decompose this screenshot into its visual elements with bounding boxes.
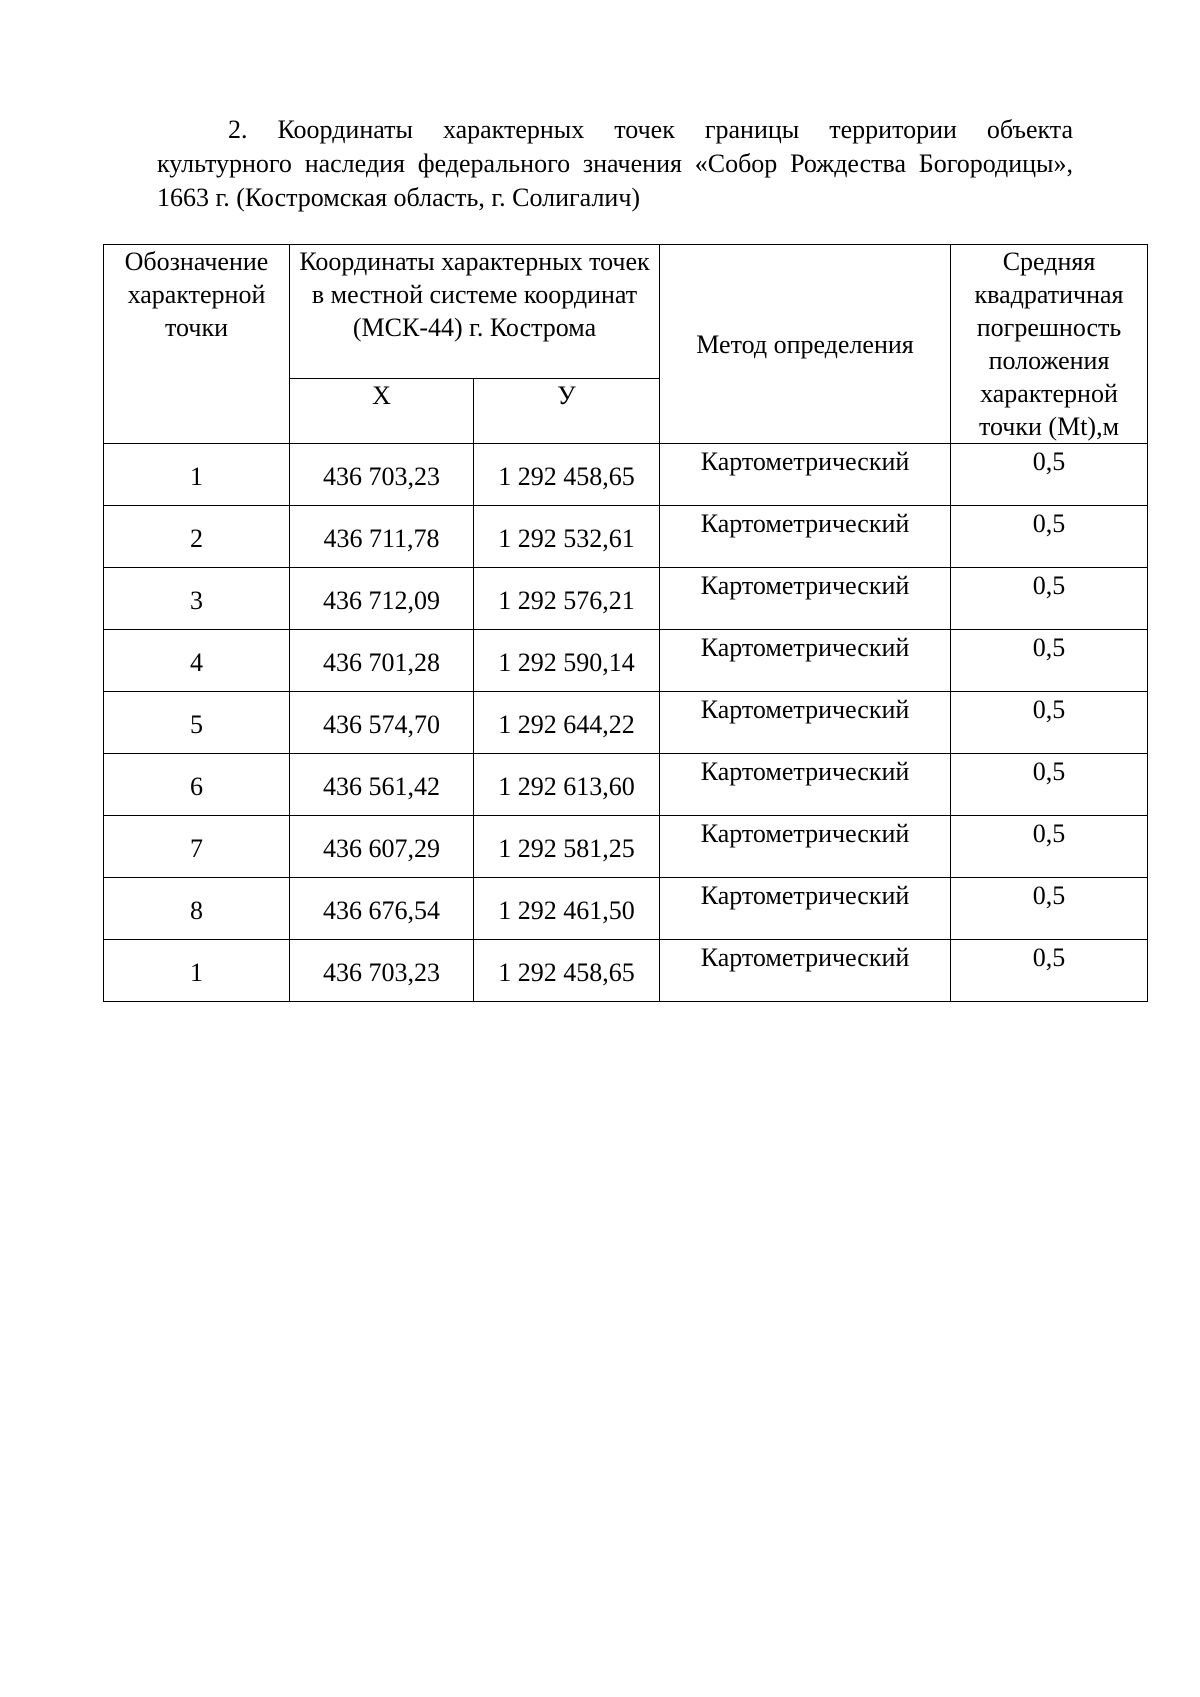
cell-x: 436 676,54 (290, 878, 474, 940)
table-row (104, 568, 1148, 630)
cell-y: 1 292 590,14 (474, 630, 660, 692)
cell-point: 8 (104, 878, 290, 940)
table-header-row (104, 245, 1148, 379)
cell-y: 1 292 581,25 (474, 816, 660, 878)
table-row (104, 878, 1148, 940)
cell-method: Картометрический (660, 506, 951, 568)
cell-x: 436 703,23 (290, 444, 474, 506)
cell-point: 7 (104, 816, 290, 878)
header-method: Метод определения (660, 245, 951, 444)
table-row (104, 940, 1148, 1002)
cell-method: Картометрический (660, 630, 951, 692)
cell-error: 0,5 (951, 444, 1148, 506)
coordinates-table (103, 244, 1148, 1002)
cell-method: Картометрический (660, 692, 951, 754)
cell-method: Картометрический (660, 940, 951, 1002)
header-coordinates: Координаты характерных точек в местной системе координат (МСК-44) г. Кострома (290, 245, 660, 379)
cell-x: 436 711,78 (290, 506, 474, 568)
cell-y: 1 292 576,21 (474, 568, 660, 630)
header-x: Х (290, 379, 474, 444)
table-row (104, 754, 1148, 816)
cell-method: Картометрический (660, 878, 951, 940)
cell-x: 436 574,70 (290, 692, 474, 754)
cell-point: 4 (104, 630, 290, 692)
cell-point: 5 (104, 692, 290, 754)
header-point: Обозначение характерной точки (104, 245, 290, 444)
cell-y: 1 292 458,65 (474, 940, 660, 1002)
cell-method: Картометрический (660, 816, 951, 878)
table-row (104, 692, 1148, 754)
cell-method: Картометрический (660, 568, 951, 630)
cell-error: 0,5 (951, 692, 1148, 754)
cell-error: 0,5 (951, 568, 1148, 630)
cell-error: 0,5 (951, 816, 1148, 878)
cell-x: 436 703,23 (290, 940, 474, 1002)
table-row (104, 444, 1148, 506)
table-row (104, 630, 1148, 692)
cell-error: 0,5 (951, 630, 1148, 692)
cell-y: 1 292 532,61 (474, 506, 660, 568)
cell-x: 436 561,42 (290, 754, 474, 816)
cell-point: 1 (104, 444, 290, 506)
cell-x: 436 712,09 (290, 568, 474, 630)
cell-error: 0,5 (951, 940, 1148, 1002)
cell-error: 0,5 (951, 878, 1148, 940)
cell-point: 6 (104, 754, 290, 816)
cell-error: 0,5 (951, 754, 1148, 816)
cell-error: 0,5 (951, 506, 1148, 568)
cell-method: Картометрический (660, 444, 951, 506)
cell-point: 3 (104, 568, 290, 630)
cell-x: 436 701,28 (290, 630, 474, 692)
cell-y: 1 292 458,65 (474, 444, 660, 506)
cell-y: 1 292 613,60 (474, 754, 660, 816)
table-row (104, 816, 1148, 878)
cell-y: 1 292 461,50 (474, 878, 660, 940)
cell-y: 1 292 644,22 (474, 692, 660, 754)
cell-point: 2 (104, 506, 290, 568)
section-heading: 2. Координаты характерных точек границы территории объекта культурного наследия федерального значения «Собор Рождества Богородицы», 1663 г. (Костромская область, г. Солигалич) (157, 115, 1073, 212)
header-error: Средняя квадратичная погрешность положения характерной точки (Mt),м (951, 245, 1148, 444)
cell-x: 436 607,29 (290, 816, 474, 878)
table-row (104, 506, 1148, 568)
header-y: У (474, 379, 660, 444)
cell-point: 1 (104, 940, 290, 1002)
cell-method: Картометрический (660, 754, 951, 816)
